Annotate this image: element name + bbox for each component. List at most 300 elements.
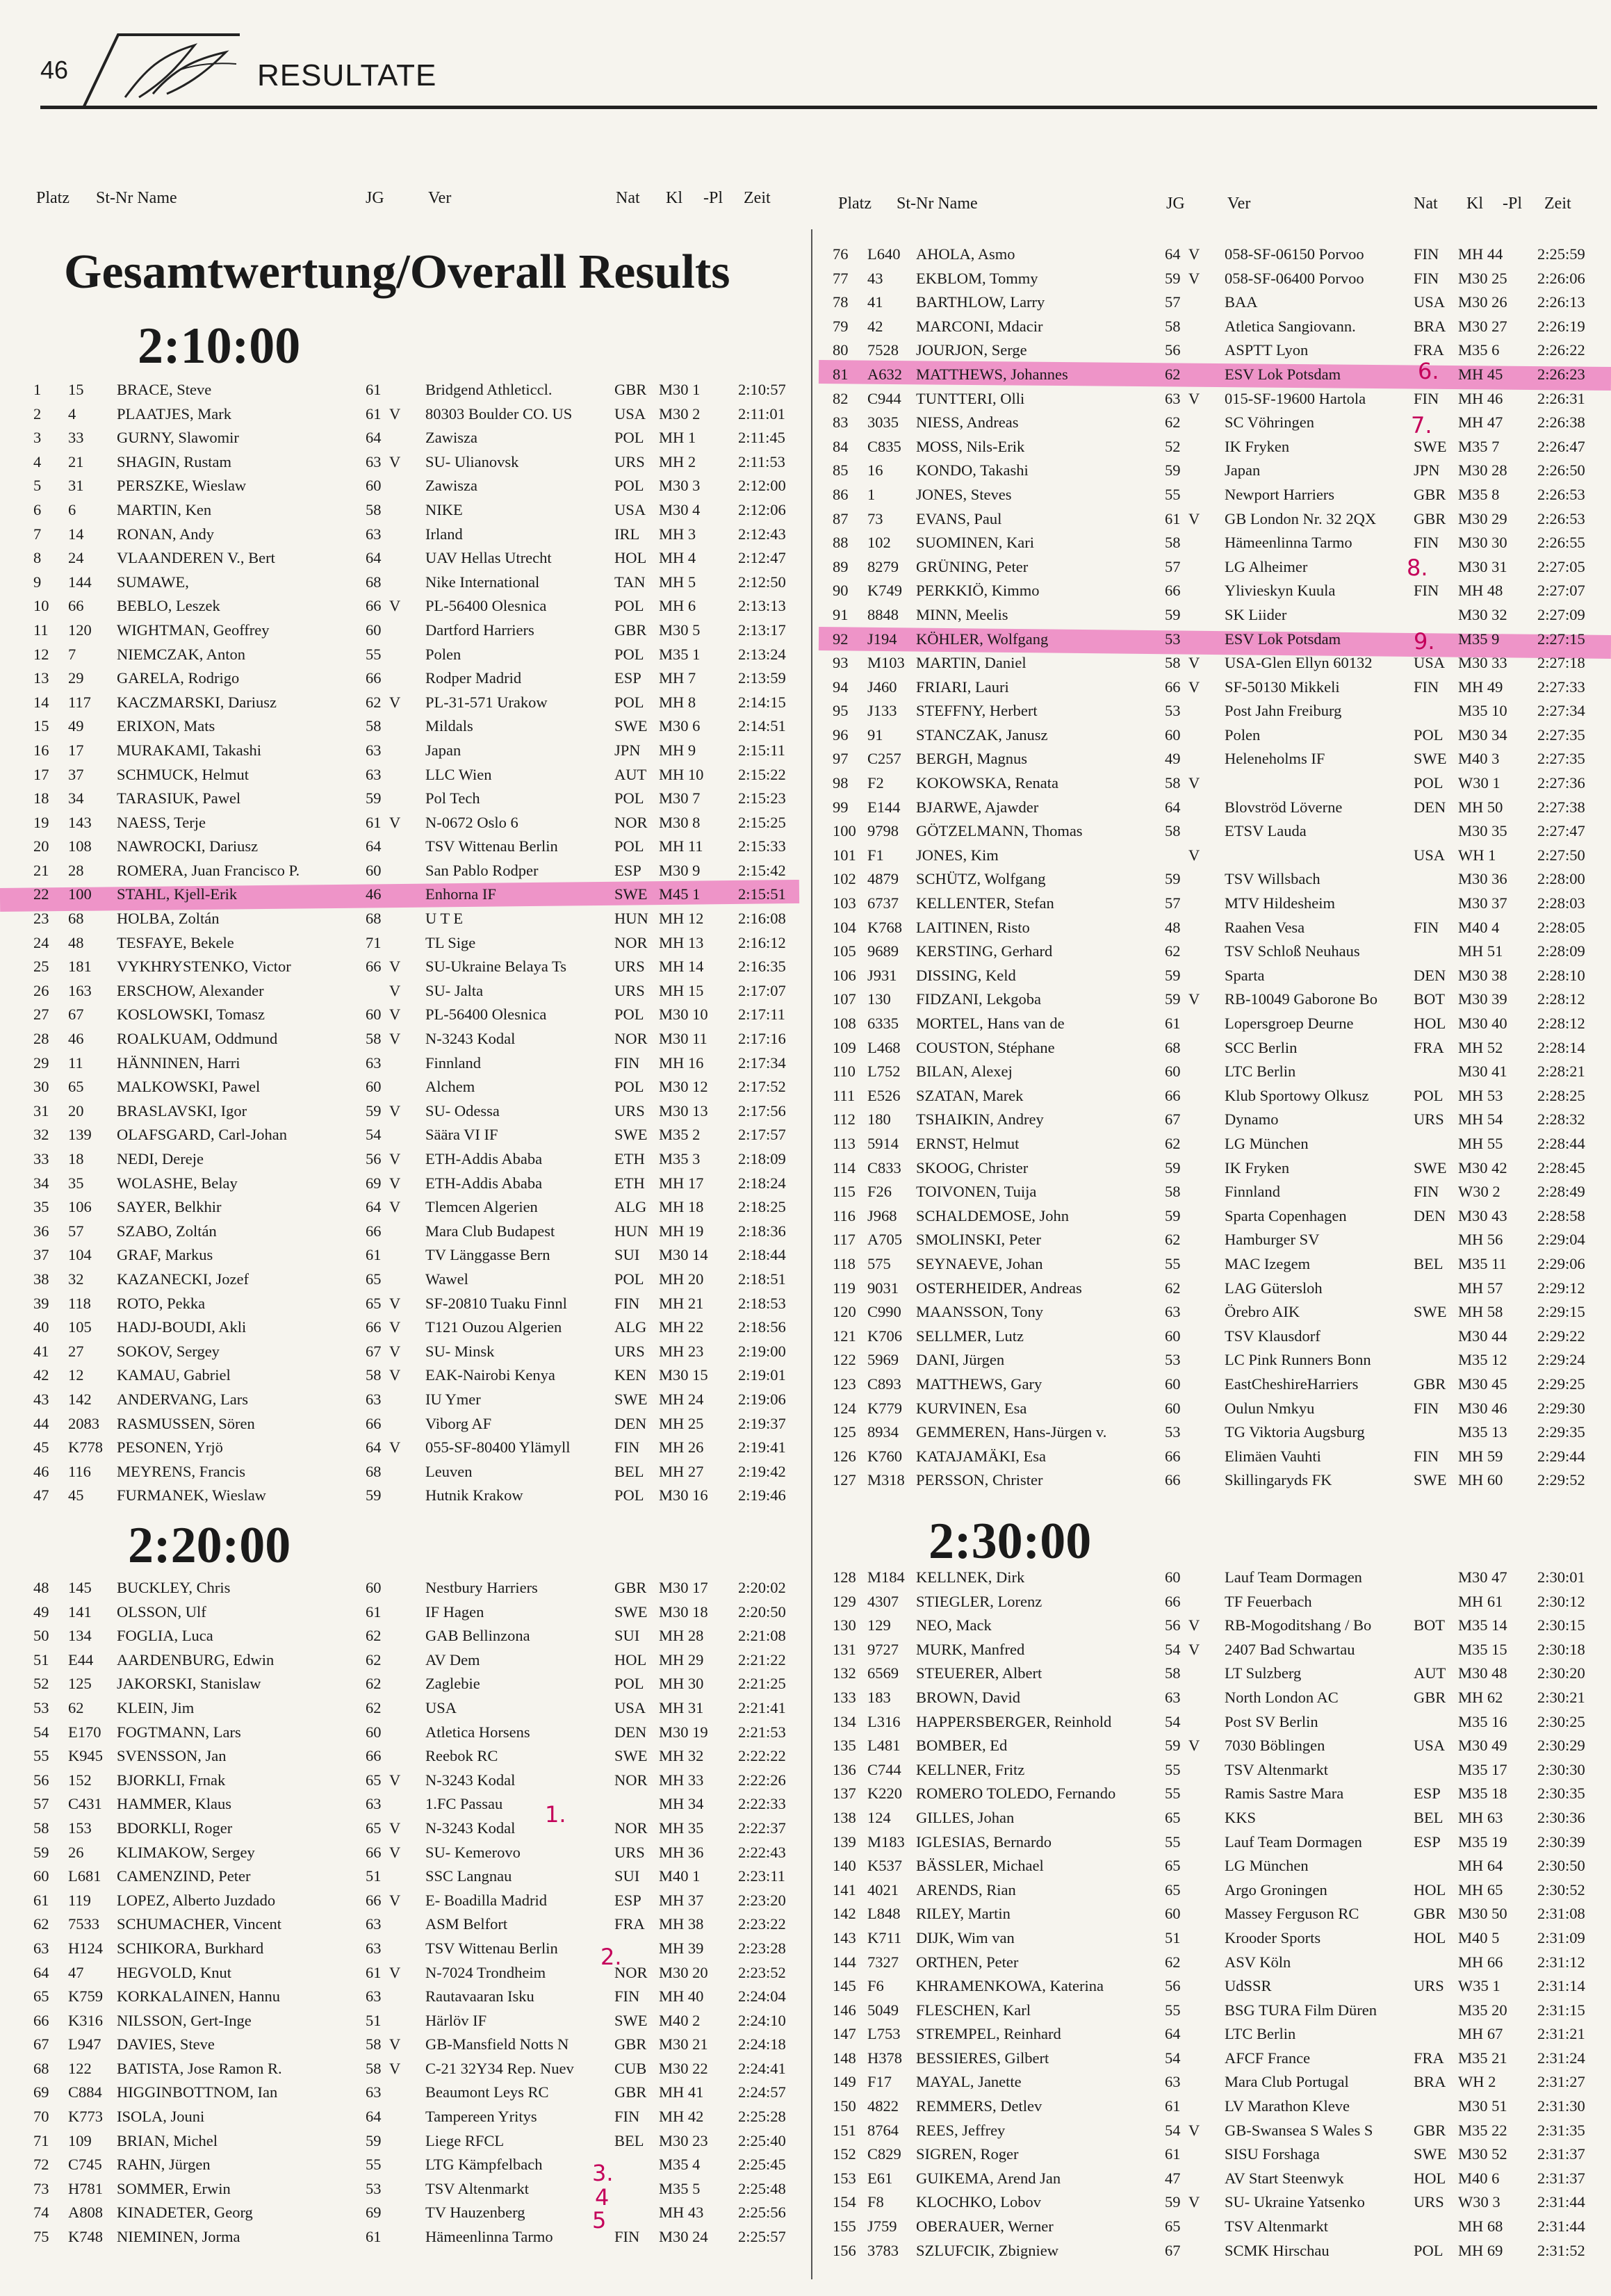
finish-time: 2:22:43 xyxy=(738,1843,786,1861)
finish-time: 2:15:33 xyxy=(738,837,786,855)
start-number: 6737 xyxy=(867,894,899,912)
class-place: M30 49 xyxy=(1458,1737,1507,1755)
class-place: M35 11 xyxy=(1458,1254,1507,1272)
place: 149 xyxy=(833,2073,856,2091)
club: Newport Harriers xyxy=(1225,485,1335,503)
birth-year: 60 xyxy=(1165,1375,1181,1393)
class-place: MH 9 xyxy=(659,741,696,759)
runner-name: KINADETER, Georg xyxy=(117,2204,253,2222)
club: IF Hagen xyxy=(425,1602,484,1621)
nation: ETH xyxy=(614,1150,645,1167)
place: 116 xyxy=(833,1206,856,1224)
birth-year: 58 xyxy=(366,1366,382,1384)
place: 156 xyxy=(833,2241,856,2259)
club: TSV Schloß Neuhaus xyxy=(1225,942,1360,960)
nation: USA xyxy=(614,500,646,518)
result-row xyxy=(799,2242,1611,2266)
birth-year: 68 xyxy=(1165,1038,1181,1056)
nation: ESP xyxy=(1414,1832,1441,1851)
runner-name: CAMENZIND, Peter xyxy=(117,1867,251,1885)
class-place: M30 36 xyxy=(1458,870,1507,888)
place: 44 xyxy=(33,1414,49,1432)
nation: DEN xyxy=(1414,798,1446,816)
col-nat: Nat xyxy=(1414,195,1438,213)
class-place: M30 21 xyxy=(659,2035,708,2053)
club: Massey Ferguson RC xyxy=(1225,1905,1359,1923)
class-place: MH 4 xyxy=(659,549,696,567)
nation: GBR xyxy=(614,381,647,398)
finish-time: 2:17:11 xyxy=(738,1006,785,1024)
nation: USA xyxy=(1414,846,1446,864)
start-number: 27 xyxy=(68,1342,84,1360)
place: 109 xyxy=(833,1038,856,1056)
finish-time: 2:29:30 xyxy=(1537,1399,1585,1417)
result-row xyxy=(0,2228,806,2252)
start-number: 5914 xyxy=(867,1134,899,1152)
club: ESV Lok Potsdam xyxy=(1225,365,1341,383)
nation: ALG xyxy=(614,1198,647,1216)
result-row xyxy=(0,1270,806,1295)
nation: NOR xyxy=(614,1963,648,1981)
place: 128 xyxy=(833,1568,856,1586)
v-mark: V xyxy=(1188,509,1200,527)
runner-name: BUCKLEY, Chris xyxy=(117,1579,231,1596)
birth-year: 60 xyxy=(1165,1905,1181,1923)
result-row xyxy=(799,2145,1611,2170)
finish-time: 2:26:06 xyxy=(1537,269,1585,287)
birth-year: 60 xyxy=(366,1723,382,1741)
finish-time: 2:25:59 xyxy=(1537,245,1585,263)
birth-year: 59 xyxy=(366,1101,382,1120)
start-number: 5969 xyxy=(867,1351,899,1369)
start-number: 100 xyxy=(68,885,92,903)
result-row xyxy=(799,438,1611,462)
finish-time: 2:26:50 xyxy=(1537,461,1585,479)
start-number: 4021 xyxy=(867,1880,899,1899)
start-number: L316 xyxy=(867,1712,901,1730)
club: SU- Minsk xyxy=(425,1342,495,1360)
nation: BRA xyxy=(1414,2073,1446,2091)
result-row xyxy=(799,654,1611,678)
result-row xyxy=(799,870,1611,894)
place: 108 xyxy=(833,1015,856,1032)
birth-year: 65 xyxy=(1165,2217,1181,2236)
result-row xyxy=(799,1351,1611,1375)
birth-year: 66 xyxy=(1165,678,1181,696)
nation: NOR xyxy=(614,933,648,951)
annotation-mark: 1. xyxy=(545,1801,566,1828)
start-number: C745 xyxy=(68,2156,102,2174)
result-row xyxy=(799,318,1611,342)
class-place: MH 66 xyxy=(1458,1953,1503,1971)
finish-time: 2:28:05 xyxy=(1537,918,1585,936)
result-row xyxy=(799,270,1611,294)
place: 141 xyxy=(833,1880,856,1899)
start-number: C893 xyxy=(867,1375,901,1393)
nation: POL xyxy=(614,1675,644,1693)
result-row xyxy=(799,1063,1611,1087)
result-row xyxy=(799,1279,1611,1304)
class-place: M35 17 xyxy=(1458,1760,1507,1778)
runner-name: ORTHEN, Peter xyxy=(916,1953,1019,1971)
birth-year: 56 xyxy=(1165,341,1181,359)
birth-year: 60 xyxy=(366,1579,382,1596)
class-place: MH 45 xyxy=(1458,365,1503,383)
runner-name: STEFFNY, Herbert xyxy=(916,702,1038,720)
nation: FIN xyxy=(614,1987,640,2006)
nation: URS xyxy=(614,1101,645,1120)
class-place: M30 22 xyxy=(659,2059,708,2077)
nation: BOT xyxy=(1414,990,1445,1008)
club: Nike International xyxy=(425,573,540,591)
nation: URS xyxy=(1414,1977,1444,1995)
result-row xyxy=(0,405,806,429)
nation: FRA xyxy=(614,1915,645,1933)
birth-year: 65 xyxy=(366,1819,382,1837)
place: 17 xyxy=(33,765,49,783)
runner-name: SCHÜTZ, Wolfgang xyxy=(916,870,1046,888)
start-number: 7528 xyxy=(867,341,899,359)
place: 2 xyxy=(33,404,42,423)
nation: SWE xyxy=(1414,437,1447,455)
club: Dynamo xyxy=(1225,1110,1279,1129)
finish-time: 2:31:24 xyxy=(1537,2049,1585,2067)
runner-name: SZATAN, Marek xyxy=(916,1086,1024,1104)
place: 93 xyxy=(833,654,849,672)
place: 38 xyxy=(33,1270,49,1288)
result-row xyxy=(0,1819,806,1844)
club: SF-20810 Tuaku Finnl xyxy=(425,1294,567,1312)
finish-time: 2:28:25 xyxy=(1537,1086,1585,1104)
runner-name: MURK, Manfred xyxy=(916,1640,1025,1658)
birth-year: 66 xyxy=(366,1318,382,1336)
birth-year: 58 xyxy=(1165,654,1181,672)
v-mark: V xyxy=(1188,1640,1200,1658)
birth-year: 53 xyxy=(1165,1423,1181,1441)
club: EAK-Nairobi Kenya xyxy=(425,1366,555,1384)
result-row xyxy=(799,2217,1611,2242)
runner-name: KAMAU, Gabriel xyxy=(117,1366,231,1384)
nation: DEN xyxy=(614,1414,647,1432)
finish-time: 2:28:09 xyxy=(1537,942,1585,960)
class-place: MH 40 xyxy=(659,1987,704,2006)
result-row xyxy=(799,486,1611,510)
club: Bridgend Athleticcl. xyxy=(425,381,553,398)
birth-year: 63 xyxy=(366,1795,382,1813)
club: Enhorna IF xyxy=(425,885,496,903)
place: 61 xyxy=(33,1891,49,1909)
result-row xyxy=(0,1343,806,1367)
result-row xyxy=(799,1664,1611,1689)
finish-time: 2:24:41 xyxy=(738,2059,786,2077)
finish-time: 2:21:08 xyxy=(738,1627,786,1645)
v-mark: V xyxy=(389,1843,401,1861)
birth-year: 55 xyxy=(1165,485,1181,503)
runner-name: MINN, Meelis xyxy=(916,605,1008,623)
result-row xyxy=(799,2025,1611,2049)
start-number: L753 xyxy=(867,2025,901,2043)
runner-name: JOURJON, Serge xyxy=(916,341,1027,359)
v-mark: V xyxy=(1188,2121,1200,2139)
class-place: M30 32 xyxy=(1458,605,1507,623)
start-number: H378 xyxy=(867,2049,902,2067)
place: 106 xyxy=(833,966,856,984)
club: SCC Berlin xyxy=(1225,1038,1298,1056)
finish-time: 2:31:09 xyxy=(1537,1928,1585,1946)
class-place: MH 41 xyxy=(659,2083,704,2101)
finish-time: 2:13:59 xyxy=(738,669,786,687)
birth-year: 57 xyxy=(1165,293,1181,311)
start-number: K748 xyxy=(68,2228,103,2246)
start-number: F8 xyxy=(867,2193,884,2211)
col-zeit: Zeit xyxy=(744,189,771,207)
result-row xyxy=(799,1110,1611,1135)
birth-year: 60 xyxy=(1165,1399,1181,1417)
start-number: 153 xyxy=(68,1819,92,1837)
club: AV Start Steenwyk xyxy=(1225,2169,1344,2187)
v-mark: V xyxy=(389,1963,401,1981)
class-place: MH 49 xyxy=(1458,678,1503,696)
club: Hämeenlinna Tarmo xyxy=(425,2228,553,2246)
club: N-3243 Kodal xyxy=(425,1030,516,1048)
place: 65 xyxy=(33,1987,49,2006)
place: 81 xyxy=(833,365,849,383)
place: 85 xyxy=(833,461,849,479)
class-place: WH 2 xyxy=(1458,2073,1496,2091)
runner-name: FLESCHEN, Karl xyxy=(916,2001,1031,2019)
nation: SUI xyxy=(614,1246,640,1264)
runner-name: ISOLA, Jouni xyxy=(117,2108,205,2126)
class-place: MH 14 xyxy=(659,958,704,976)
finish-time: 2:12:47 xyxy=(738,549,786,567)
place: 151 xyxy=(833,2121,856,2139)
place: 58 xyxy=(33,1819,49,1837)
nation: SWE xyxy=(1414,750,1447,768)
finish-time: 2:21:53 xyxy=(738,1723,786,1741)
club: LT Sulzberg xyxy=(1225,1664,1302,1682)
start-number: 46 xyxy=(68,1030,84,1048)
birth-year: 58 xyxy=(1165,317,1181,335)
place: 47 xyxy=(33,1486,49,1504)
birth-year: 48 xyxy=(1165,918,1181,936)
start-number: C835 xyxy=(867,437,901,455)
nation: JPN xyxy=(614,741,641,759)
club: LLC Wien xyxy=(425,765,492,783)
birth-year: 64 xyxy=(1165,245,1181,263)
finish-time: 2:29:22 xyxy=(1537,1327,1585,1345)
birth-year: 51 xyxy=(366,2011,382,2029)
place: 57 xyxy=(33,1795,49,1813)
v-mark: V xyxy=(389,1030,401,1048)
start-number: 144 xyxy=(68,573,92,591)
class-place: M30 1 xyxy=(659,381,701,398)
birth-year: 47 xyxy=(1165,2169,1181,2187)
place: 66 xyxy=(33,2011,49,2029)
club: MTV Hildesheim xyxy=(1225,894,1335,912)
place: 4 xyxy=(33,452,42,470)
club: Atletica Sangiovann. xyxy=(1225,317,1356,335)
finish-time: 2:22:33 xyxy=(738,1795,786,1813)
runner-name: MARTIN, Daniel xyxy=(916,654,1027,672)
nation: SWE xyxy=(614,1126,648,1144)
finish-time: 2:17:07 xyxy=(738,981,786,999)
club: N-3243 Kodal xyxy=(425,1819,516,1837)
start-number: L848 xyxy=(867,1905,901,1923)
birth-year: 62 xyxy=(366,1650,382,1668)
runner-name: BERGH, Magnus xyxy=(916,750,1028,768)
nation: HOL xyxy=(614,549,647,567)
nation: SUI xyxy=(614,1627,640,1645)
result-row xyxy=(799,1015,1611,1039)
class-place: MH 12 xyxy=(659,910,704,928)
class-place: MH 42 xyxy=(659,2108,704,2126)
finish-time: 2:29:15 xyxy=(1537,1303,1585,1321)
nation: BEL xyxy=(1414,1808,1444,1826)
club: Mildals xyxy=(425,717,473,735)
marathon-logo xyxy=(76,21,250,111)
class-place: M30 35 xyxy=(1458,822,1507,840)
finish-time: 2:26:19 xyxy=(1537,317,1585,335)
nation: ESP xyxy=(614,1891,641,1909)
class-place: MH 69 xyxy=(1458,2241,1503,2259)
club: Oulun Nmkyu xyxy=(1225,1399,1315,1417)
v-mark: V xyxy=(389,1294,401,1312)
runner-name: KONDO, Takashi xyxy=(916,461,1029,479)
place: 69 xyxy=(33,2083,49,2101)
birth-year: 64 xyxy=(366,837,382,855)
finish-time: 2:23:52 xyxy=(738,1963,786,1981)
runner-name: SVENSSON, Jan xyxy=(117,1747,227,1765)
birth-year: 63 xyxy=(366,1939,382,1957)
runner-name: RAHN, Jürgen xyxy=(117,2156,211,2174)
class-place: MH 63 xyxy=(1458,1808,1503,1826)
place: 50 xyxy=(33,1627,49,1645)
class-place: M30 39 xyxy=(1458,990,1507,1008)
start-number: 116 xyxy=(68,1462,91,1480)
club: 7030 Böblingen xyxy=(1225,1737,1325,1755)
club: North London AC xyxy=(1225,1688,1339,1706)
club: TL Sige xyxy=(425,933,476,951)
nation: USA xyxy=(1414,654,1446,672)
nation: POL xyxy=(1414,774,1444,792)
finish-time: 2:30:20 xyxy=(1537,1664,1585,1682)
nation: ETH xyxy=(614,1174,645,1192)
birth-year: 61 xyxy=(366,1602,382,1621)
place: 21 xyxy=(33,861,49,879)
class-place: M30 46 xyxy=(1458,1399,1507,1417)
birth-year: 54 xyxy=(1165,2049,1181,2067)
club: PL-31-571 Urakow xyxy=(425,693,548,711)
class-place: M30 5 xyxy=(659,621,701,639)
birth-year: 63 xyxy=(1165,389,1181,407)
finish-time: 2:30:39 xyxy=(1537,1832,1585,1851)
class-place: MH 26 xyxy=(659,1438,704,1457)
birth-year: 66 xyxy=(1165,1086,1181,1104)
club: TG Viktoria Augsburg xyxy=(1225,1423,1365,1441)
start-number: 1 xyxy=(867,485,876,503)
result-row xyxy=(0,1486,806,1511)
birth-year: 64 xyxy=(1165,2025,1181,2043)
place: 126 xyxy=(833,1447,856,1465)
class-place: M35 16 xyxy=(1458,1712,1507,1730)
place: 112 xyxy=(833,1110,856,1129)
place: 123 xyxy=(833,1375,856,1393)
place: 140 xyxy=(833,1857,856,1875)
club: UdSSR xyxy=(1225,1977,1272,1995)
birth-year: 55 xyxy=(1165,1254,1181,1272)
place: 119 xyxy=(833,1279,856,1297)
finish-time: 2:27:15 xyxy=(1537,630,1585,648)
result-row xyxy=(0,2204,806,2228)
nation: NOR xyxy=(614,813,648,831)
finish-time: 2:31:12 xyxy=(1537,1953,1585,1971)
place: 121 xyxy=(833,1327,856,1345)
result-row xyxy=(799,942,1611,967)
runner-name: TARASIUK, Pawel xyxy=(117,789,241,807)
start-number: K220 xyxy=(867,1785,902,1803)
runner-name: REMMERS, Detlev xyxy=(916,2097,1042,2115)
result-row xyxy=(0,2180,806,2204)
birth-year: 51 xyxy=(366,1867,382,1885)
club: TSV Wittenau Berlin xyxy=(425,837,558,855)
finish-time: 2:24:57 xyxy=(738,2083,786,2101)
class-place: M45 1 xyxy=(659,885,701,903)
result-row xyxy=(799,1039,1611,1063)
col-stnr-name: St-Nr Name xyxy=(96,189,177,207)
nation: FRA xyxy=(1414,1038,1444,1056)
club: LTC Berlin xyxy=(1225,1063,1296,1081)
runner-name: OSTERHEIDER, Andreas xyxy=(916,1279,1082,1297)
birth-year: 63 xyxy=(366,1390,382,1408)
class-place: M35 8 xyxy=(1458,485,1500,503)
birth-year: 68 xyxy=(366,573,382,591)
nation: FIN xyxy=(1414,269,1439,287)
result-row xyxy=(0,958,806,982)
result-row xyxy=(799,846,1611,871)
place: 134 xyxy=(833,1712,856,1730)
finish-time: 2:26:47 xyxy=(1537,437,1585,455)
runner-name: SEYNAEVE, Johan xyxy=(916,1254,1043,1272)
finish-time: 2:28:14 xyxy=(1537,1038,1585,1056)
birth-year: 59 xyxy=(1165,2193,1181,2211)
runner-name: KATAJAMÄKI, Esa xyxy=(916,1447,1046,1465)
start-number: 125 xyxy=(68,1675,92,1693)
result-row xyxy=(0,814,806,838)
class-place: M35 12 xyxy=(1458,1351,1507,1369)
birth-year: 63 xyxy=(1165,1303,1181,1321)
club: EastCheshireHarriers xyxy=(1225,1375,1359,1393)
runner-name: BEBLO, Leszek xyxy=(117,597,220,615)
birth-year: 61 xyxy=(1165,509,1181,527)
start-number: M103 xyxy=(867,654,905,672)
result-row xyxy=(799,1761,1611,1785)
start-number: E44 xyxy=(68,1650,94,1668)
class-place: MH 24 xyxy=(659,1390,704,1408)
result-row xyxy=(0,862,806,886)
birth-year: 60 xyxy=(366,621,382,639)
result-row xyxy=(799,2170,1611,2194)
place: 41 xyxy=(33,1342,49,1360)
runner-name: MALKOWSKI, Pawel xyxy=(117,1078,261,1096)
nation: POL xyxy=(614,1270,644,1288)
club: LV Marathon Kleve xyxy=(1225,2097,1350,2115)
club: Finnland xyxy=(425,1053,482,1072)
birth-year: 62 xyxy=(1165,413,1181,432)
start-number: C833 xyxy=(867,1158,901,1176)
club: Nestbury Harriers xyxy=(425,1579,538,1596)
place: 31 xyxy=(33,1101,49,1120)
place: 148 xyxy=(833,2049,856,2067)
